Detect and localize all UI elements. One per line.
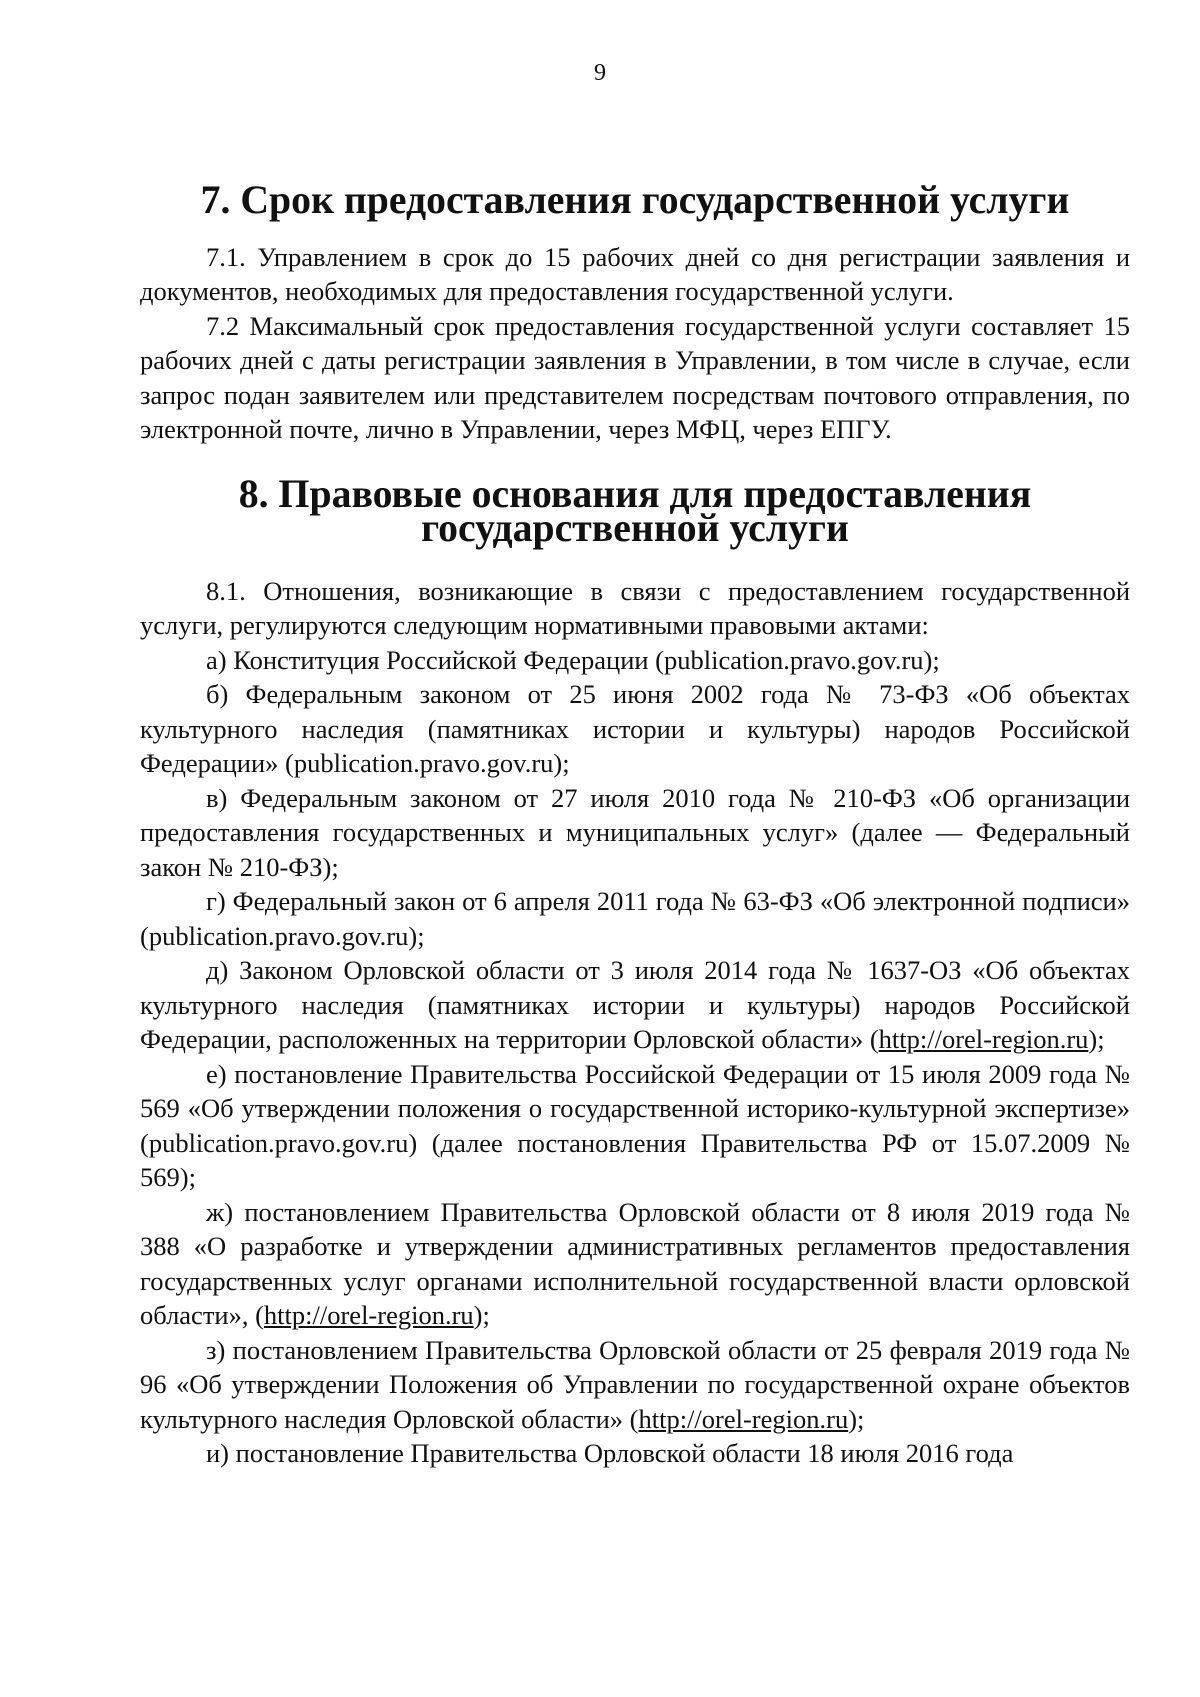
orel-region-link[interactable]: http://orel-region.ru — [263, 1300, 474, 1330]
orel-region-link[interactable]: http://orel-region.ru — [878, 1024, 1089, 1054]
list-item-z-text: з) постановлением Правительства Орловской области от 25 февраля 2019 года № 96 «Об утверждении Положения об Управлении по государственной охране объектов культурного наследия Орловской области» ( — [140, 1334, 1130, 1434]
paragraph-8-1: 8.1. Отношения, возникающие в связи с предоставлением государственной услуги, регулируются следующим нормативными правовыми актами: — [140, 575, 1130, 640]
list-item-zh-text: ж) постановлением Правительства Орловской области от 8 июля 2019 года № 388 «О разработке и утверждении административных регламентов предоставления государственных услуг органами исполнительной государственной власти орловской области», ( — [140, 1196, 1130, 1330]
list-item-i: и) постановление Правительства Орловской области 18 июля 2016 года — [206, 1438, 1014, 1468]
list-item-e: е) постановление Правительства Российской Федерации от 15 июля 2009 года № 569 «Об утверждении положения о государственной историко-культурной экспертизе» (publication.pravo.gov.ru) (далее постановления Правительства РФ от 15.07.2009 № 569); — [140, 1058, 1130, 1192]
orel-region-link[interactable]: http://orel-region.ru — [638, 1403, 849, 1434]
paragraph-7-2: 7.2 Максимальный срок предоставления государственной услуги составляет 15 рабочих дней с даты регистрации заявления в Управлении, в том числе в случае, если запрос подан заявителем или представителем посредствам почтового отправления, по электронной почте, лично в Управлении, через МФЦ, через ЕПГУ. — [140, 310, 1130, 444]
list-item-b: б) Федеральным законом от 25 июня 2002 года № 73-ФЗ «Об объектах культурного наследия (памятниках истории и культуры) народов Российской Федерации» (publication.pravo.gov.ru); — [140, 679, 1130, 778]
list-item-d-text: д) Законом Орловской области от 3 июля 2014 года № 1637-ОЗ «Об объектах культурного наследия (памятниках истории и культуры) народов Российской Федерации, расположенных на территории Орловской области» ( — [140, 955, 1130, 1054]
list-item-g: г) Федеральный закон от 6 апреля 2011 года № 63-ФЗ «Об электронной подписи» (publication.pravo.gov.ru); — [140, 886, 1130, 951]
paragraph-7-1: 7.1. Управлением в срок до 15 рабочих дней со дня регистрации заявления и документов, необходимых для предоставления государственной услуги. — [140, 241, 1130, 306]
list-item-d — [140, 953, 1130, 1057]
section-8-heading: 8. Правовые основания для предоставления государственной услуги — [238, 471, 1032, 550]
list-item-v: в) Федеральным законом от 27 июля 2010 года № 210-ФЗ «Об организации предоставления государственных и муниципальных услуг» (далее — Федеральный закон № 210-ФЗ); — [140, 782, 1130, 882]
document-body — [140, 178, 1130, 1471]
section-7-heading: 7. Срок предоставления государственной услуги — [200, 178, 1070, 222]
list-item-z — [140, 1333, 1130, 1437]
list-item-z-end: ); — [848, 1403, 865, 1434]
list-item-zh-end: ); — [473, 1300, 490, 1330]
list-item-a: а) Конституция Российской Федерации (publication.pravo.gov.ru); — [206, 644, 940, 675]
list-item-d-end: ); — [1088, 1024, 1105, 1054]
page-number: 9 — [594, 60, 606, 86]
list-item-zh — [140, 1195, 1130, 1333]
